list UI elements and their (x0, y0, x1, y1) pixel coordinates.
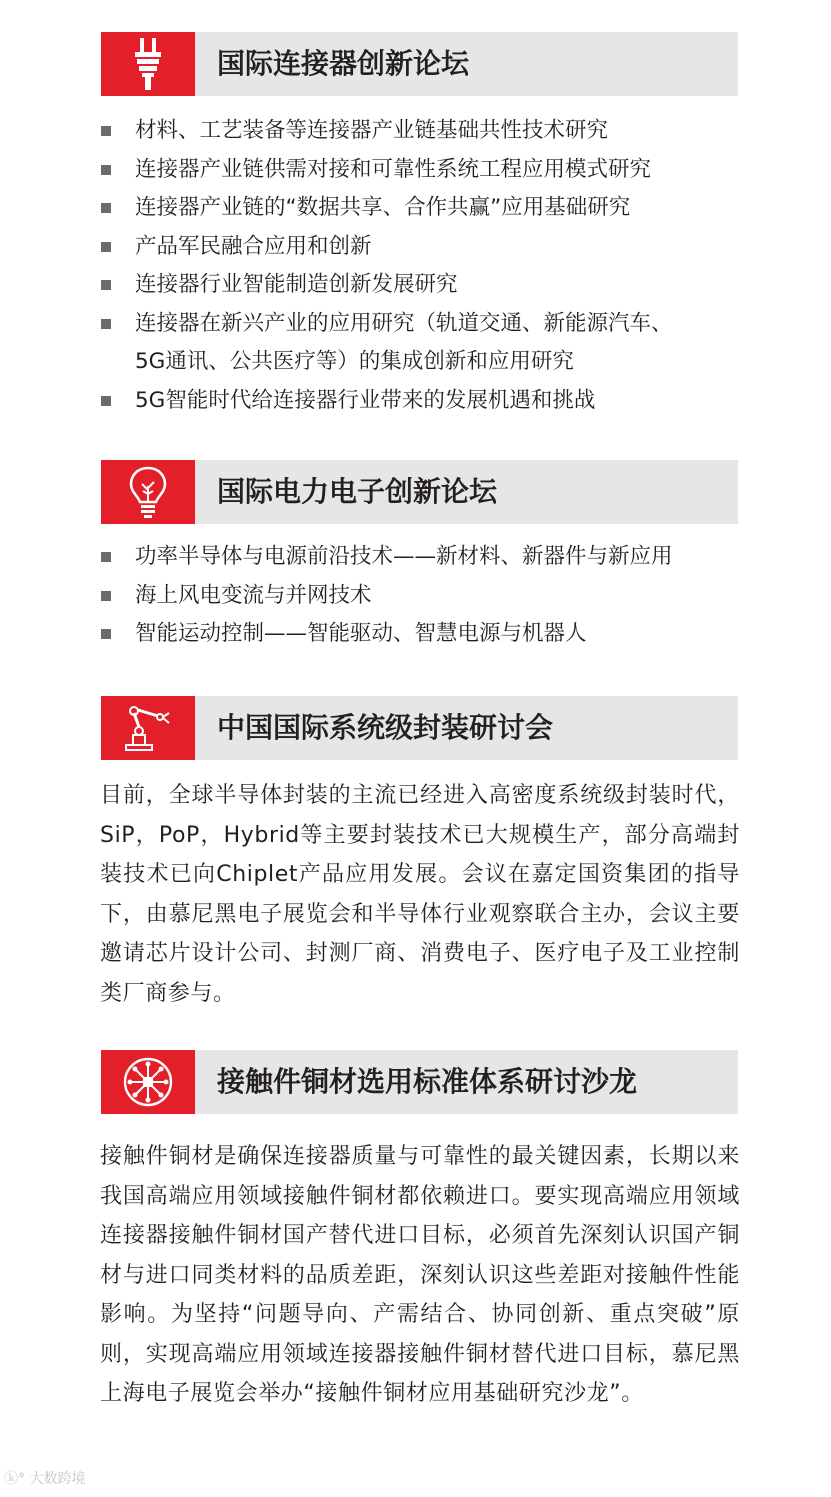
list-item (101, 266, 673, 305)
square-bullet-icon (101, 396, 111, 406)
watermark-logo-icon: ⓚ° (4, 1471, 30, 1487)
list-item-text: 连接器产业链供需对接和可靠性系统工程应用模式研究 (135, 156, 652, 182)
circuit-chip-icon (121, 1055, 175, 1109)
section-header-sip-symposium (101, 696, 738, 760)
square-bullet-icon (101, 629, 111, 639)
list-item (101, 382, 673, 421)
list-item-text: 材料、工艺装备等连接器产业链基础共性技术研究 (135, 118, 609, 143)
list-item-text: 连接器在新兴产业的应用研究（轨道交通、新能源汽车、 (135, 310, 673, 336)
section-icon-box (101, 460, 195, 524)
section-title: 国际电力电子创新论坛 (217, 475, 498, 508)
list-item-text: 功率半导体与电源前沿技术——新材料、新器件与新应用 (135, 544, 673, 569)
section-header-connector-forum (101, 32, 738, 96)
list-item-text: 连接器产业链的“数据共享、合作共赢”应用基础研究 (135, 195, 631, 220)
section-icon-box (101, 1050, 195, 1114)
list-item (101, 305, 673, 382)
section-title: 国际连接器创新论坛 (217, 47, 470, 80)
square-bullet-icon (101, 552, 111, 562)
list-item-text: 5G智能时代给连接器行业带来的发展机遇和挑战 (135, 387, 596, 413)
list-item-text: 产品军民融合应用和创新 (135, 233, 372, 259)
list-item (101, 228, 673, 267)
section-icon-box (101, 32, 195, 96)
connector-plug-icon (128, 36, 168, 92)
square-bullet-icon (101, 165, 111, 175)
sip-description-paragraph: 目前，全球半导体封装的主流已经进入高密度系统级封装时代，SiP，PoP，Hybrid等主要封装技术已大规模生产，部分高端封装技术已向Chiplet产品应用发展。会议在嘉定国资集团的指导下，由慕尼黑电子展览会和半导体行业观察联合主办，会议主要邀请芯片设计公司、封测厂商、消费电子、医疗电子及工业控制类厂商参与。 (100, 783, 740, 1006)
square-bullet-icon (101, 280, 111, 290)
list-item (101, 538, 673, 577)
copper-salon-description-paragraph: 接触件铜材是确保连接器质量与可靠性的最关键因素，长期以来我国高端应用领域接触件铜材都依赖进口。要实现高端应用领域连接器接触件铜材国产替代进口目标，必须首先深刻认识国产铜材与进口同类材料的品质差距，深刻认识这些差距对接触件性能影响。为坚持“问题导向、产需结合、协同创新、重点突破”原则，实现高端应用领域连接器接触件铜材替代进口目标，慕尼黑上海电子展览会举办“接触件铜材应用基础研究沙龙”。 (100, 1144, 740, 1406)
bullet-list-connector-topics (101, 112, 673, 420)
list-item-text: 连接器行业智能制造创新发展研究 (135, 272, 458, 297)
section-header-copper-salon (101, 1050, 738, 1114)
list-item (101, 112, 673, 151)
section-title: 接触件铜材选用标准体系研讨沙龙 (217, 1065, 638, 1098)
square-bullet-icon (101, 203, 111, 213)
square-bullet-icon (101, 319, 111, 329)
square-bullet-icon (101, 242, 111, 252)
section-icon-box (101, 696, 195, 760)
list-item (101, 615, 673, 654)
watermark (4, 1468, 85, 1488)
square-bullet-icon (101, 591, 111, 601)
list-item (101, 151, 673, 190)
square-bullet-icon (101, 126, 111, 136)
list-item-text: 海上风电变流与并网技术 (135, 582, 372, 608)
section-header-power-electronics-forum (101, 460, 738, 524)
section-title: 中国国际系统级封装研讨会 (217, 711, 554, 744)
robot-arm-icon (120, 703, 176, 753)
list-item-text: 智能运动控制——智能驱动、智慧电源与机器人 (135, 621, 587, 646)
list-item-text-continuation: 5G通讯、公共医疗等）的集成创新和应用研究 (135, 349, 574, 374)
light-bulb-icon (126, 464, 170, 520)
watermark-text: 大数跨境 (29, 1471, 86, 1487)
list-item (101, 189, 673, 228)
list-item (101, 577, 673, 616)
bullet-list-power-topics (101, 538, 673, 654)
